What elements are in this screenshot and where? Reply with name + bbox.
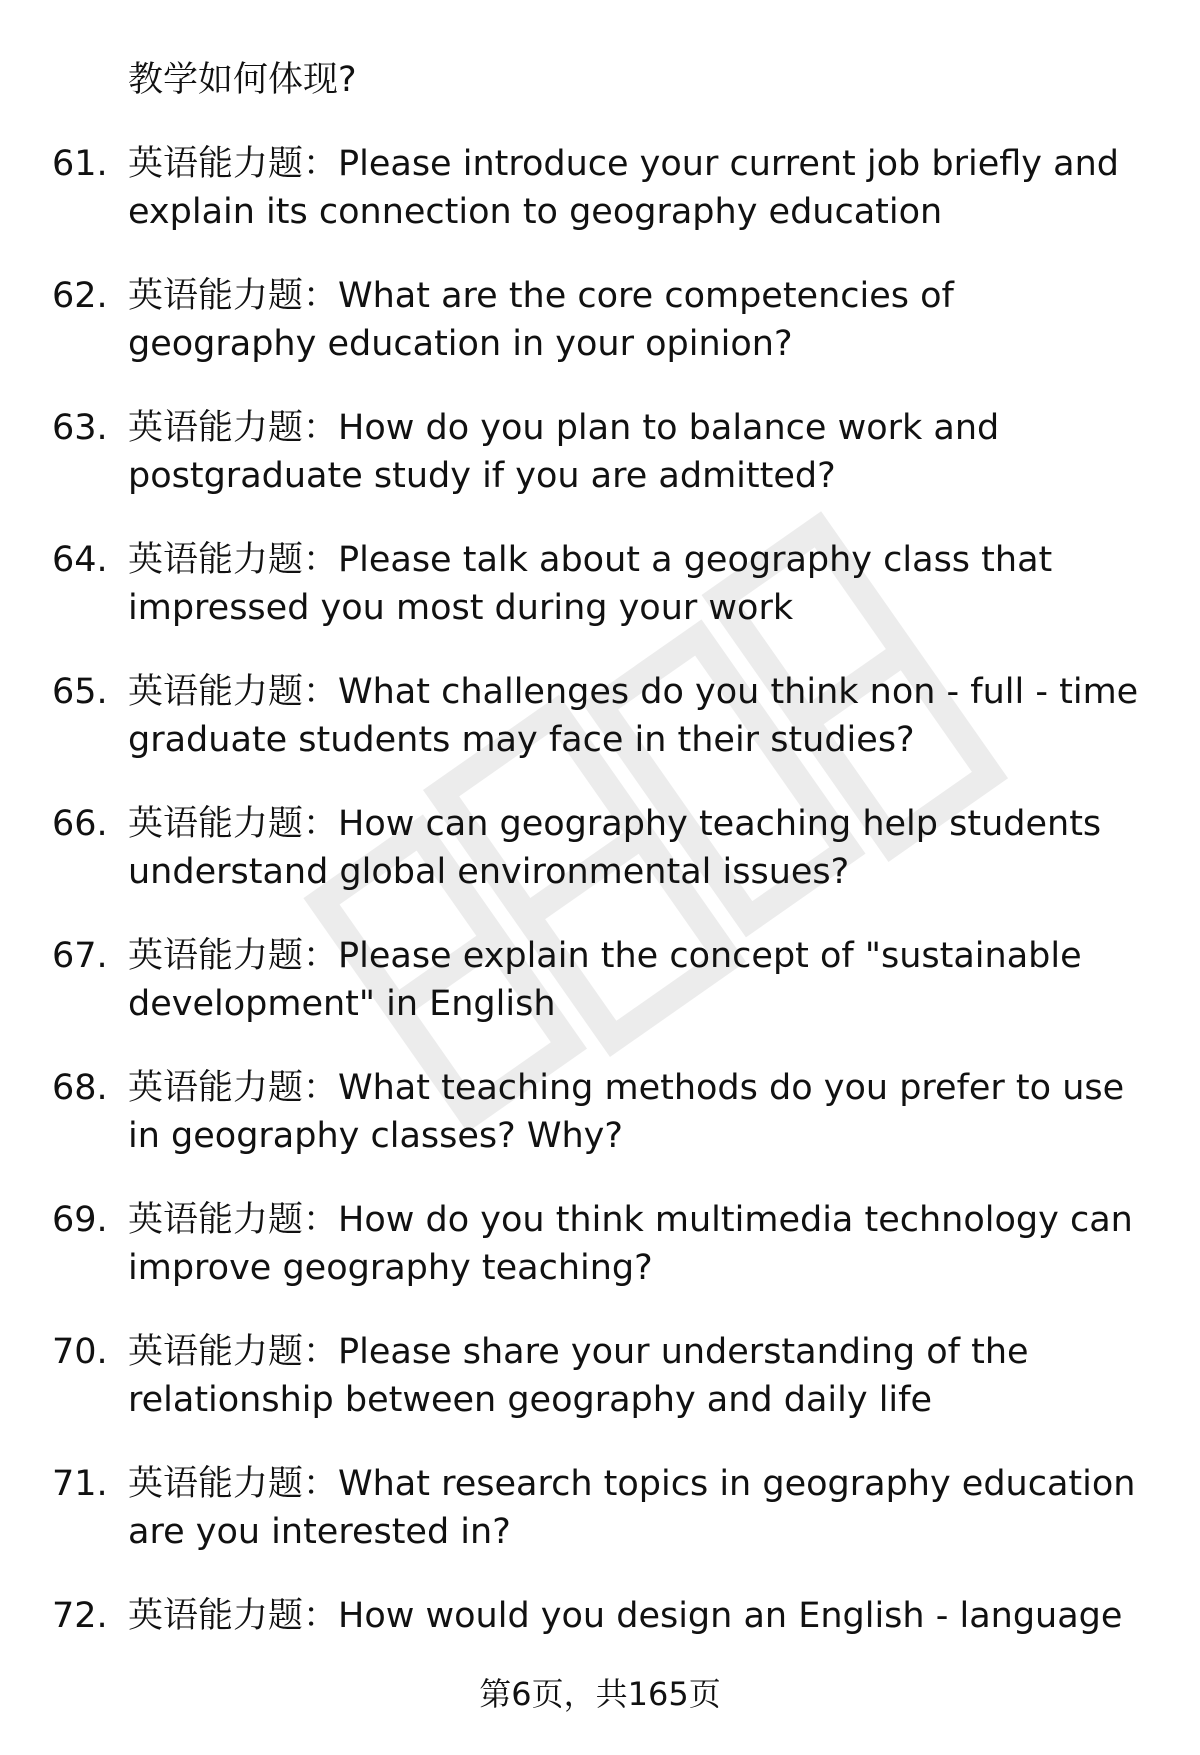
question-body <box>128 932 1153 1028</box>
question-tag: 英语能力题： <box>128 1068 339 1108</box>
question-tag: 英语能力题： <box>128 1596 339 1636</box>
question-text: How do you plan to balance work and postgraduate study if you are admitted? <box>128 408 1000 496</box>
question-text: What teaching methods do you prefer to use in geography classes? Why? <box>128 1068 1125 1156</box>
question-body <box>128 140 1153 236</box>
question-number: 67. <box>52 936 108 976</box>
question-text: Please talk about a geography class that impressed you most during your work <box>128 540 1053 628</box>
question-tag: 英语能力题： <box>128 408 339 448</box>
question-item <box>0 1196 1200 1328</box>
question-text: Please explain the concept of "sustainable development" in English <box>128 936 1082 1024</box>
question-tag: 英语能力题： <box>128 1200 339 1240</box>
question-number: 65. <box>52 672 108 712</box>
question-item <box>0 536 1200 668</box>
question-number: 68. <box>52 1068 108 1108</box>
question-body <box>128 272 1153 368</box>
question-number: 66. <box>52 804 108 844</box>
question-item <box>0 932 1200 1064</box>
question-number: 72. <box>52 1596 108 1636</box>
question-body <box>128 1196 1153 1292</box>
question-number: 63. <box>52 408 108 448</box>
question-item <box>0 1328 1200 1460</box>
question-number: 70. <box>52 1332 108 1372</box>
question-number: 69. <box>52 1200 108 1240</box>
question-text: How do you think multimedia technology can improve geography teaching? <box>128 1200 1133 1288</box>
question-text: What challenges do you think non - full - time graduate students may face in their studies? <box>128 672 1139 760</box>
question-tag: 英语能力题： <box>128 1464 339 1504</box>
question-body <box>128 404 1153 500</box>
question-text: What research topics in geography education are you interested in? <box>128 1464 1136 1552</box>
question-item <box>0 800 1200 932</box>
question-body <box>128 668 1153 764</box>
question-item <box>0 1064 1200 1196</box>
question-text: What are the core competencies of geography education in your opinion? <box>128 276 954 364</box>
question-item <box>0 140 1200 272</box>
question-item <box>0 668 1200 800</box>
question-number: 64. <box>52 540 108 580</box>
question-body <box>128 1064 1153 1160</box>
carry-over-text: 教学如何体现? <box>128 60 357 100</box>
question-text: How can geography teaching help students understand global environmental issues? <box>128 804 1102 892</box>
question-number: 71. <box>52 1464 108 1504</box>
question-item <box>0 272 1200 404</box>
question-body <box>128 1592 1153 1640</box>
question-text: Please share your understanding of the relationship between geography and daily life <box>128 1332 1029 1420</box>
question-text: Please introduce your current job briefly and explain its connection to geography education <box>128 144 1119 232</box>
question-number: 62. <box>52 276 108 316</box>
question-item <box>0 404 1200 536</box>
question-text: How would you design an English - language <box>338 1596 1123 1636</box>
question-tag: 英语能力题： <box>128 540 339 580</box>
question-tag: 英语能力题： <box>128 1332 339 1372</box>
question-tag: 英语能力题： <box>128 672 339 712</box>
question-tag: 英语能力题： <box>128 804 339 844</box>
question-tag: 英语能力题： <box>128 276 339 316</box>
question-list <box>0 140 1200 1724</box>
question-tag: 英语能力题： <box>128 936 339 976</box>
question-body <box>128 536 1153 632</box>
question-tag: 英语能力题： <box>128 144 339 184</box>
page-footer: 第6页，共165页 <box>479 1675 721 1713</box>
question-number: 61. <box>52 144 108 184</box>
question-body <box>128 1328 1153 1424</box>
question-body <box>128 1460 1153 1556</box>
question-body <box>128 800 1153 896</box>
question-item <box>0 1460 1200 1592</box>
